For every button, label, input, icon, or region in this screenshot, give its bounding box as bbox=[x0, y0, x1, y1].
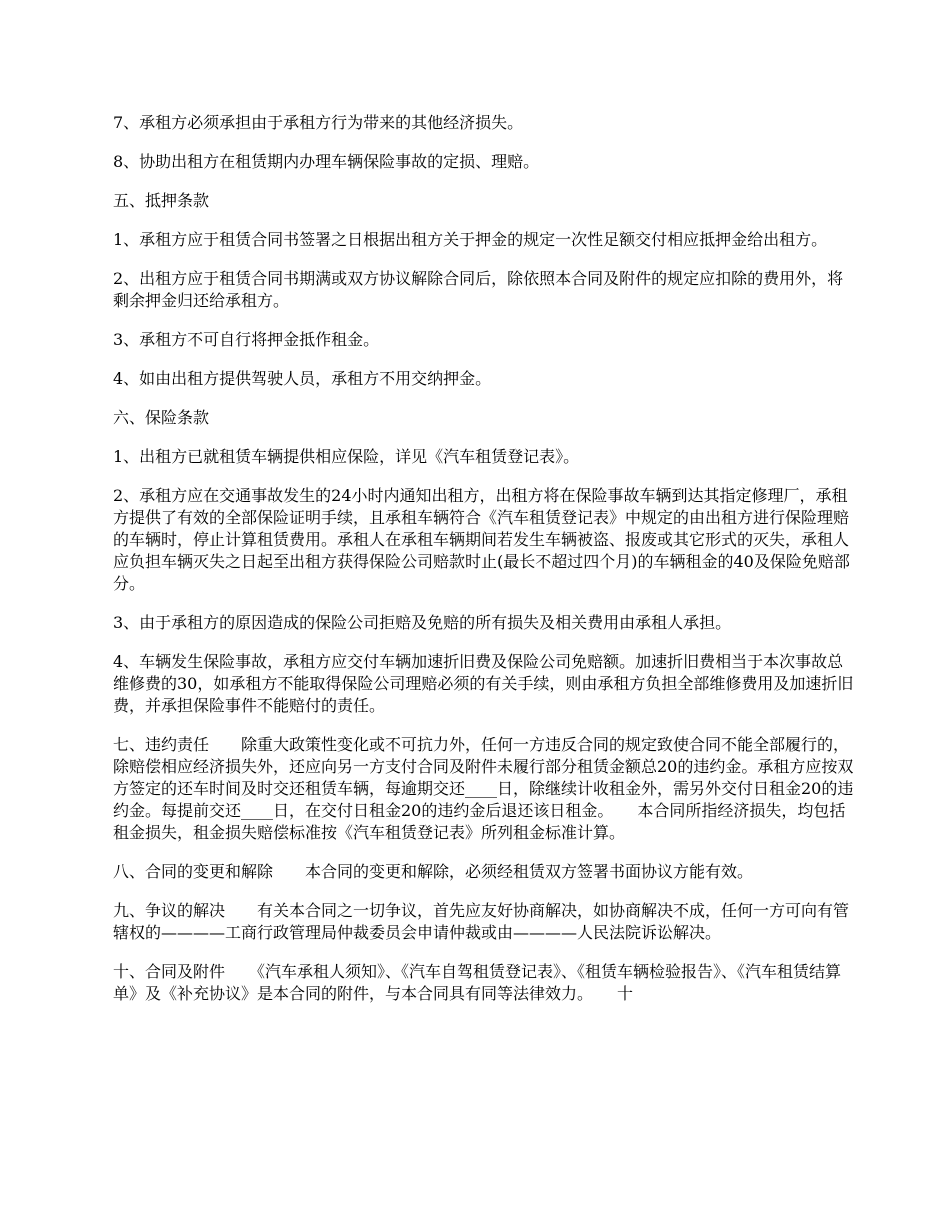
clause-8-insurance-assist: 8、协助出租方在租赁期内办理车辆保险事故的定损、理赔。 bbox=[113, 152, 540, 171]
deposit-clause-3: 3、承租方不可自行将押金抵作租金。 bbox=[113, 330, 380, 349]
section-contract-change: 八、合同的变更和解除 本合同的变更和解除，必须经租赁双方签署书面协议方能有效。 bbox=[113, 862, 754, 881]
deposit-clause-2: 2、出租方应于租赁合同书期满或双方协议解除合同后，除依照本合同及附件的规定应扣除的费用外，将剩余押金归还给承租方。 bbox=[113, 269, 844, 310]
clause-7-tenant-losses: 7、承租方必须承担由于承租方行为带来的其他经济损失。 bbox=[113, 113, 524, 132]
insurance-clause-1: 1、出租方已就租赁车辆提供相应保险，详见《汽车租赁登记表》。 bbox=[113, 447, 580, 466]
section-heading-deposit: 五、抵押条款 bbox=[113, 191, 210, 210]
insurance-clause-2: 2、承租方应在交通事故发生的24小时内通知出租方，出租方将在保险事故车辆到达其指定修理厂，承租方提供了有效的全部保险证明手续，且承租车辆符合《汽车租赁登记表》中规定的由出租方进行保险理赔的车辆时，停止计算租赁费用。承租人在承租车辆期间若发生车辆被盗、报废或其它形式的灭失，承租人应负担车辆灭失之日起至出租方获得保险公司赔款时止(最长不超过四个月)的车辆租金的40及保险免赔部分。 bbox=[113, 486, 850, 593]
section-dispute-resolution: 九、争议的解决 有关本合同之一切争议，首先应友好协商解决，如协商解决不成，任何一方可向有管辖权的————工商行政管理局仲裁委员会申请仲裁或由————人民法院诉讼解决。 bbox=[113, 901, 850, 942]
section-breach-liability: 七、违约责任 除重大政策性变化或不可抗力外，任何一方违反合同的规定致使合同不能全部履行的，除赔偿相应经济损失外，还应向另一方支付合同及附件未履行部分租赁金额总20的违约金。承租方应按双方签定的还车时间及时交还租赁车辆，每逾期交还____日，除继续计收租金外，需另外交付日租金20的违约金。每提前交还____日，在交付日租金20的违约金后退还该日租金。 本合同所指经济损失，均包括租金损失，租金损失赔偿标准按《汽车租赁登记表》所列租金标准计算。 bbox=[113, 735, 854, 842]
section-contract-attachments: 十、合同及附件 《汽车承租人须知》、《汽车自驾租赁登记表》、《租赁车辆检验报告》、《汽车租赁结算单》及《补充协议》是本合同的附件，与本合同具有同等法律效力。 十 bbox=[113, 962, 842, 1003]
insurance-clause-4: 4、车辆发生保险事故，承租方应交付车辆加速折旧费及保险公司免赔额。加速折旧费相当于本次事故总维修费的30，如承租方不能取得保险公司理赔必须的有关手续，则由承租方负担全部维修费用及加速折旧费，并承担保险事件不能赔付的责任。 bbox=[113, 652, 854, 715]
insurance-clause-3: 3、由于承租方的原因造成的保险公司拒赔及免赔的所有损失及相关费用由承租人承担。 bbox=[113, 613, 732, 632]
deposit-clause-4: 4、如由出租方提供驾驶人员，承租方不用交纳押金。 bbox=[113, 369, 492, 388]
document-body bbox=[113, 112, 855, 1022]
deposit-clause-1: 1、承租方应于租赁合同书签署之日根据出租方关于押金的规定一次性足额交付相应抵押金给出租方。 bbox=[113, 230, 828, 249]
section-heading-insurance: 六、保险条款 bbox=[113, 408, 210, 427]
